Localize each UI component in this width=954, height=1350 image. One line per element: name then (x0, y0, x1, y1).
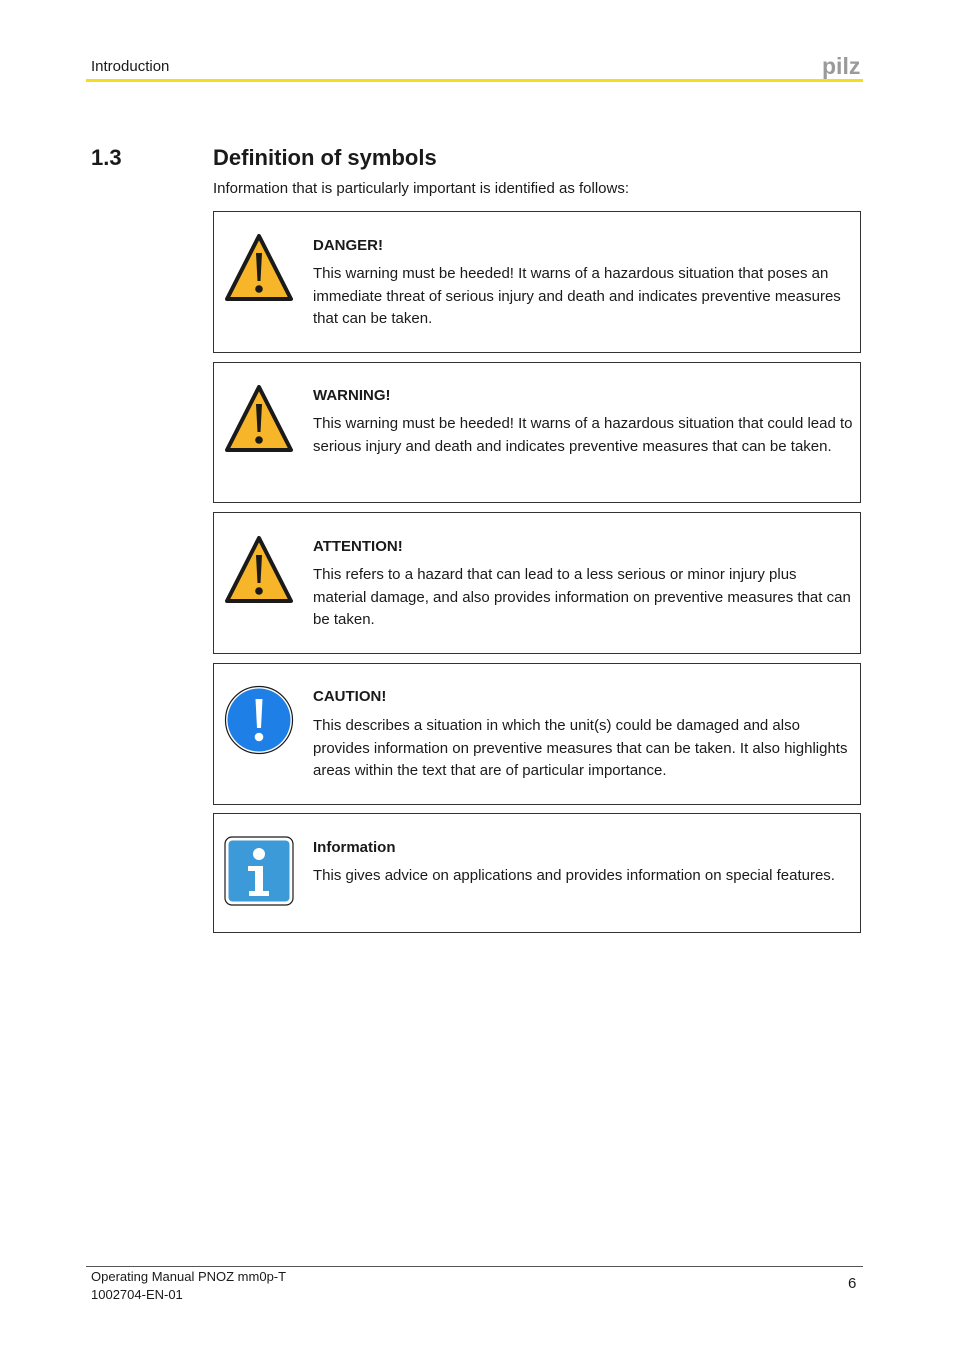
logo-text: pilz (822, 54, 861, 79)
attention-text: This refers to a hazard that can lead to a less serious or minor injury plus material damage, and also provides information on preventive measures that can be taken. (313, 566, 851, 628)
page-number: 6 (848, 1275, 857, 1292)
header-section-title: Introduction (91, 58, 170, 75)
information-text: This gives advice on applications and provides information on special features. (313, 867, 835, 884)
footer-doc-number: 1002704-EN-01 (91, 1287, 183, 1302)
footer-manual-title: Operating Manual PNOZ mm0p-T (91, 1269, 287, 1284)
information-label: Information (313, 839, 396, 856)
danger-label: DANGER! (313, 237, 383, 254)
warning-box (213, 362, 861, 503)
caution-box (213, 663, 861, 805)
warning-triangle-icon (224, 233, 294, 303)
information-box (213, 813, 861, 933)
section-title: Definition of symbols (213, 145, 437, 170)
warning-text: This warning must be heeded! It warns of a hazardous situation that could lead to serious injury and death and indicates preventive measures that can be taken. (313, 415, 853, 455)
warning-label: WARNING! (313, 387, 391, 404)
attention-box (213, 512, 861, 654)
warning-triangle-icon (224, 384, 294, 454)
caution-label: CAUTION! (313, 688, 387, 705)
section-number: 1.3 (91, 145, 122, 170)
warning-triangle-icon (224, 535, 294, 605)
caution-circle-icon (224, 685, 294, 755)
danger-text: This warning must be heeded! It warns of a hazardous situation that poses an immediate threat of serious injury and death and indicates preventive measures that can be taken. (313, 265, 841, 327)
section-intro: Information that is particularly important is identified as follows: (213, 180, 630, 197)
information-icon (224, 836, 294, 906)
caution-text: This describes a situation in which the unit(s) could be damaged and also provides information on preventive measures that can be taken. It also highlights areas within the text that are of particular importance. (313, 717, 848, 779)
attention-label: ATTENTION! (313, 538, 403, 555)
header-rule (86, 79, 863, 82)
danger-box (213, 211, 861, 353)
footer-rule (86, 1266, 863, 1267)
pilz-logo (822, 54, 866, 80)
